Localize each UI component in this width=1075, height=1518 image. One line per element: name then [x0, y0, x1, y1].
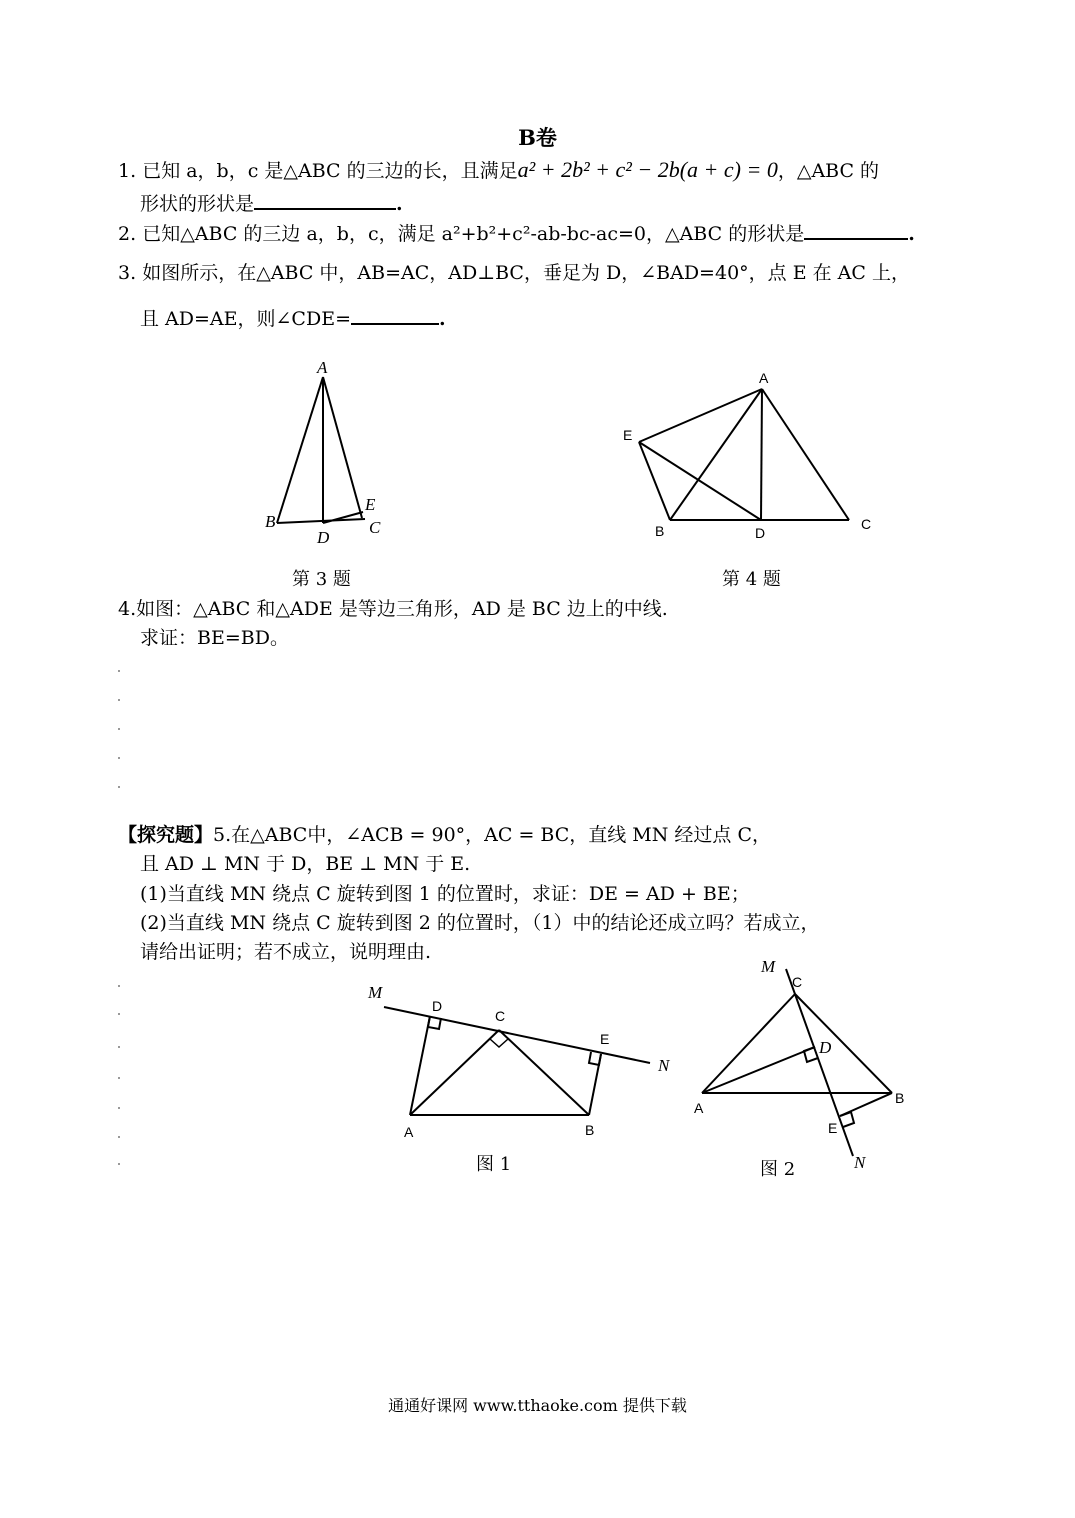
fig3-segment-de [323, 512, 363, 523]
fig4-label-a: A [759, 370, 769, 386]
fig2-line-mn [786, 969, 853, 1156]
figure-2 [688, 955, 918, 1175]
fig1-line-mn [384, 1007, 650, 1063]
q5-line1 [118, 823, 771, 847]
fig1-label-a: A [404, 1124, 414, 1140]
q5-text-4: (2)当直线 MN 绕点 C 旋转到图 2 的位置时，（1）中的结论还成立吗？若成立， [140, 912, 820, 934]
q5-text-5: 请给出证明；若不成立，说明理由. [140, 941, 432, 963]
fig3-caption: 第 3 题 [292, 569, 351, 590]
margin-mark [118, 1163, 120, 1165]
q3-text-b: 且 AD=AE，则∠CDE= [140, 308, 351, 330]
q3-text-a: 如图所示，在△ABC 中，AB=AC，AD⊥BC，垂足为 D，∠BAD=40°，点 E 在 AC 上， [142, 262, 910, 284]
margin-mark [118, 1046, 120, 1048]
q2-text: 已知△ABC 的三边 a，b，c，满足 a²+b²+c²-ab-bc-ac=0，△ABC 的形状是 [142, 223, 805, 245]
fig4-label-c: C [861, 516, 872, 532]
q3-number: 3. [118, 262, 137, 284]
fig3-label-d: D [317, 528, 330, 547]
q2-answer-blank[interactable] [804, 220, 908, 240]
q1-line2 [140, 190, 403, 216]
page-title: B卷 [518, 125, 557, 150]
fig1-label-e: E [600, 1031, 610, 1047]
fig4-caption: 第 4 题 [722, 569, 781, 590]
margin-mark [118, 985, 120, 987]
fig2-label-d: D [819, 1038, 832, 1057]
fig1-label-n: N [658, 1056, 670, 1075]
fig2-caption: 图 2 [760, 1159, 796, 1180]
q5-line2 [140, 852, 470, 876]
fig2-side-ac [702, 994, 795, 1093]
fig4-side-ac [762, 389, 849, 520]
fig3-label-b: B [265, 512, 276, 531]
margin-mark [118, 757, 120, 759]
q3-line2 [140, 305, 446, 331]
figure-1 [360, 975, 690, 1175]
fig4-median-ad [761, 389, 762, 520]
fig3-label-a: A [317, 358, 328, 377]
margin-mark [118, 1107, 120, 1109]
fig2-label-m: M [761, 957, 776, 976]
margin-mark [118, 1136, 120, 1138]
margin-mark [118, 786, 120, 788]
fig2-label-e: E [828, 1120, 838, 1136]
fig2-label-n: N [854, 1153, 866, 1172]
q1-text-b: ，△ABC 的 [777, 160, 880, 182]
fig3-label-e: E [365, 495, 376, 514]
fig4-label-e: E [623, 427, 633, 443]
q5-line4 [140, 911, 819, 935]
q1-formula: a² + 2b² + c² − 2b(a + c) = 0 [517, 157, 778, 182]
fig1-label-b: B [585, 1122, 595, 1138]
fig3-side-ab [277, 377, 323, 523]
fig3-label-c: C [369, 518, 381, 537]
q1-text-a: 已知 a，b，c 是△ABC 的三边的长，且满足 [142, 160, 518, 182]
q5-line5 [140, 940, 431, 964]
fig1-label-d: D [432, 998, 443, 1014]
q1-text-c: 形状的形状是 [140, 193, 255, 215]
fig1-segment-ad [410, 1016, 430, 1115]
margin-mark [118, 699, 120, 701]
figure-q4 [615, 365, 885, 550]
fig1-caption: 图 1 [476, 1154, 512, 1175]
fig1-right-angle-c [490, 1039, 508, 1047]
q2-number: 2. [118, 223, 137, 245]
fig4-label-d: D [755, 525, 766, 541]
fig1-side-bc [499, 1030, 589, 1115]
fig4-side-de [639, 442, 761, 520]
q2-end: . [908, 223, 915, 245]
fig2-label-a: A [694, 1100, 704, 1116]
q1-line1 [118, 158, 879, 183]
q3-answer-blank[interactable] [351, 305, 439, 325]
fig1-right-angle-e [589, 1052, 601, 1065]
q1-end: . [396, 193, 403, 215]
fig2-label-b: B [895, 1090, 905, 1106]
fig4-label-b: B [655, 523, 665, 539]
q3-line1 [118, 261, 910, 285]
fig1-label-c: C [495, 1008, 506, 1024]
figure-q3 [255, 355, 405, 555]
margin-mark [118, 670, 120, 672]
fig3-side-ac [323, 377, 362, 518]
q5-text-3: (1)当直线 MN 绕点 C 旋转到图 1 的位置时，求证：DE = AD + BE； [140, 883, 750, 905]
q3-end: . [439, 308, 446, 330]
q1-number: 1. [118, 160, 137, 182]
q4-line1 [118, 597, 668, 621]
fig1-side-ac [410, 1030, 499, 1115]
fig2-side-bc [795, 994, 892, 1093]
q2-line [118, 220, 915, 246]
footer-credit: 通通好课网 www.tthaoke.com 提供下载 [388, 1396, 687, 1415]
fig2-label-c: C [792, 974, 803, 990]
q5-text-1: 在△ABC中，∠ACB = 90°，AC = BC，直线 MN 经过点 C， [231, 824, 772, 846]
margin-mark [118, 728, 120, 730]
fig2-segment-ad [702, 1047, 815, 1093]
q4-line2 [140, 626, 289, 650]
q4-text-a: 如图：△ABC 和△ADE 是等边三角形，AD 是 BC 边上的中线. [136, 598, 668, 620]
q4-text-b: 求证：BE=BD。 [140, 627, 289, 649]
margin-mark [118, 1013, 120, 1015]
q5-tag: 【探究题】 [118, 824, 214, 846]
q5-number: 5. [213, 824, 232, 846]
q5-line3 [140, 882, 750, 906]
fig3-side-bc [277, 519, 365, 523]
fig4-segment-be [639, 442, 670, 520]
q1-answer-blank[interactable] [254, 190, 396, 210]
fig1-label-m: M [368, 983, 383, 1002]
margin-mark [118, 1077, 120, 1079]
q5-text-2: 且 AD ⊥ MN 于 D，BE ⊥ MN 于 E. [140, 853, 471, 875]
q4-number: 4. [118, 598, 137, 620]
